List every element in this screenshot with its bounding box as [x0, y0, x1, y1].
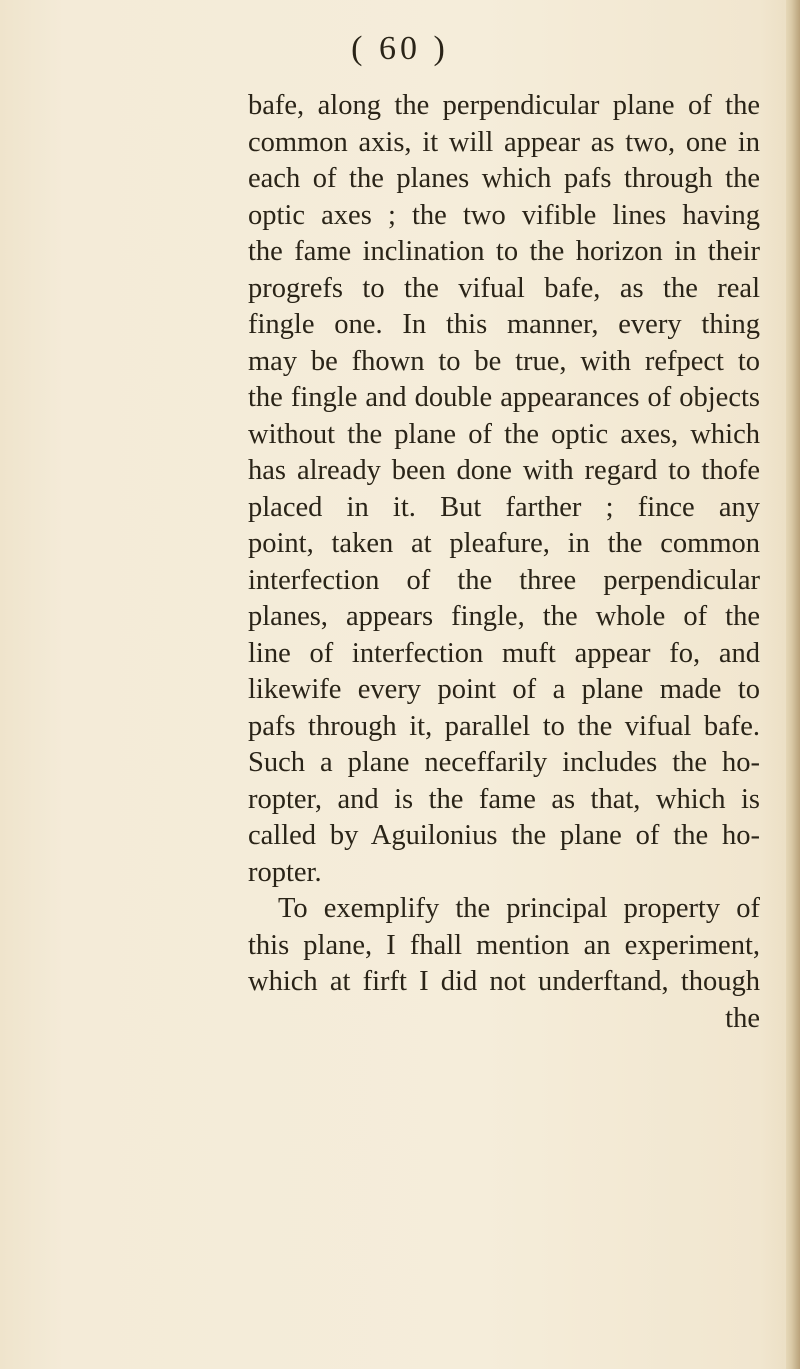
text-line: the fame inclination to the horizon in their [248, 236, 760, 267]
text-line: ropter. [248, 856, 322, 888]
text-line: optic axes ; the two vifible lines having [248, 199, 760, 231]
text-line: placed in it. But farther ; fince any [248, 491, 760, 523]
text-line: pafs through it, parallel to the vifual bafe. [248, 710, 760, 742]
text-line: may be fhown to be true, with refpect to [248, 345, 760, 377]
text-line: line of interfection muft appear fo, and [248, 637, 760, 669]
catchword: the [725, 1002, 760, 1034]
text-line: To exemplify the principal property of [278, 893, 760, 924]
text-line: progrefs to the vifual bafe, as the real [248, 272, 760, 304]
text-line: Such a plane neceffarily includes the ho- [248, 747, 760, 778]
text-line: common axis, it will appear as two, one in [248, 126, 760, 158]
body-text [248, 88, 760, 1037]
text-line: has already been done with regard to thofe [248, 455, 760, 486]
text-line: bafe, along the perpendicular plane of the [248, 90, 760, 121]
text-line: called by Aguilonius the plane of the ho- [248, 820, 760, 851]
text-line: point, taken at pleafure, in the common [248, 528, 760, 559]
page-binding-edge [786, 0, 800, 1369]
page-number-header [0, 30, 800, 68]
text-line: fingle one. In this manner, every thing [248, 309, 760, 340]
text-line: each of the planes which pafs through the [248, 163, 760, 194]
text-line: planes, appears fingle, the whole of the [248, 601, 760, 632]
text-line: the fingle and double appearances of objects [248, 382, 760, 413]
text-line: likewife every point of a plane made to [248, 674, 760, 705]
text-line: this plane, I fhall mention an experiment, [248, 929, 760, 961]
text-line: without the plane of the optic axes, which [248, 418, 760, 450]
text-line: which at firft I did not underftand, though [248, 966, 760, 997]
text-line: interfection of the three perpendicular [248, 564, 760, 596]
page-number: ( 60 ) [351, 30, 449, 67]
text-line: ropter, and is the fame as that, which is [248, 783, 760, 815]
